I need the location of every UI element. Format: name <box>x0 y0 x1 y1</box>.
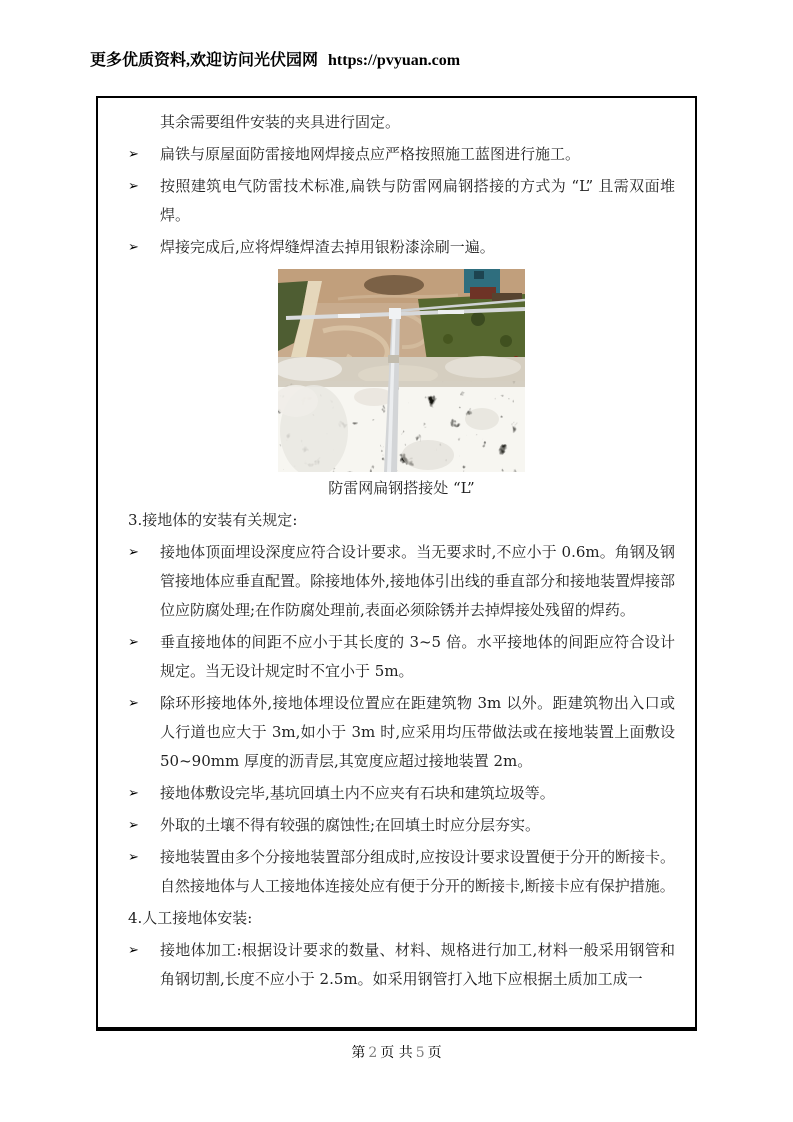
list-item <box>128 628 675 686</box>
bullet-arrow-icon: ➢ <box>128 850 139 865</box>
bullet-arrow-icon: ➢ <box>128 635 139 650</box>
list-item-text: 外取的土壤不得有较强的腐蚀性;在回填土时应分层夯实。 <box>160 816 541 834</box>
bullet-arrow-icon: ➢ <box>128 545 139 560</box>
bullet-arrow-icon: ➢ <box>128 179 139 194</box>
list-item <box>128 689 675 776</box>
content-border-box <box>96 96 697 1031</box>
footer-text: 页 共 <box>380 1045 413 1061</box>
list-item-text: 按照建筑电气防雷技术标准,扁铁与防雷网扁钢搭接的方式为 “L” 且需双面堆焊。 <box>160 177 675 224</box>
list-item-text: 焊接完成后,应将焊缝焊渣去掉用银粉漆涂刷一遍。 <box>160 238 495 256</box>
bullet-arrow-icon: ➢ <box>128 818 139 833</box>
paragraph-continuation: 其余需要组件安装的夹具进行固定。 <box>160 113 401 131</box>
list-item <box>128 811 675 840</box>
list-item <box>128 172 675 230</box>
list-item <box>128 233 675 262</box>
bullet-arrow-icon: ➢ <box>128 943 139 958</box>
list-item <box>128 538 675 625</box>
footer-page-number: 2 <box>368 1045 378 1061</box>
rooftop-lightning-strip-photo <box>278 269 525 472</box>
list-item-text: 接地体顶面埋设深度应符合设计要求。当无要求时,不应小于 0.6m。角钢及钢管接地体应垂直配置。除接地体外,接地体引出线的垂直部分和接地装置焊接部位应防腐处理;在作防腐处理前,表面必须除锈并去掉焊接处残留的焊药。 <box>160 543 675 619</box>
bullet-arrow-icon: ➢ <box>128 696 139 711</box>
header-promo-text: 更多优质资料,欢迎访问光伏园网 <box>90 52 319 69</box>
list-item-text: 扁铁与原屋面防雷接地网焊接点应严格按照施工蓝图进行施工。 <box>160 145 581 163</box>
header-url: https://pvyuan.com <box>328 52 461 69</box>
list-item-text: 除环形接地体外,接地体埋设位置应在距建筑物 3m 以外。距建筑物出入口或人行道也应大于 3m,如小于 3m 时,应采用均压带做法或在接地装置上面敷设 50~90mm 厚度的沥青层,其宽度应超过接地装置 2m。 <box>160 694 675 770</box>
page-header <box>90 47 460 70</box>
section-4-title: 4.人工接地体安装: <box>128 909 253 927</box>
list-item-text: 接地体敷设完毕,基坑回填土内不应夹有石块和建筑垃圾等。 <box>160 784 555 802</box>
footer-text: 第 <box>351 1045 366 1061</box>
list-item <box>128 779 675 808</box>
list-item-text: 接地体加工:根据设计要求的数量、材料、规格进行加工,材料一般采用钢管和角钢切割,长度不应小于 2.5m。如采用钢管打入地下应根据土质加工成一 <box>160 941 675 988</box>
section-3-title: 3.接地体的安装有关规定: <box>128 511 298 529</box>
bullet-arrow-icon: ➢ <box>128 240 139 255</box>
bullet-arrow-icon: ➢ <box>128 147 139 162</box>
list-item-text: 接地装置由多个分接地装置部分组成时,应按设计要求设置便于分开的断接卡。自然接地体与人工接地体连接处应有便于分开的断接卡,断接卡应有保护措施。 <box>160 848 675 895</box>
list-item <box>128 936 675 994</box>
footer-text: 页 <box>427 1045 442 1061</box>
list-item <box>128 843 675 901</box>
list-item-text: 垂直接地体的间距不应小于其长度的 3~5 倍。水平接地体的间距应符合设计规定。当无设计规定时不宜小于 5m。 <box>160 633 675 680</box>
page-footer <box>0 1042 793 1062</box>
figure-caption: 防雷网扁钢搭接处 “L” <box>328 479 475 497</box>
figure-photo <box>128 269 675 472</box>
list-item <box>128 140 675 169</box>
footer-total-pages: 5 <box>415 1045 425 1061</box>
bullet-arrow-icon: ➢ <box>128 786 139 801</box>
